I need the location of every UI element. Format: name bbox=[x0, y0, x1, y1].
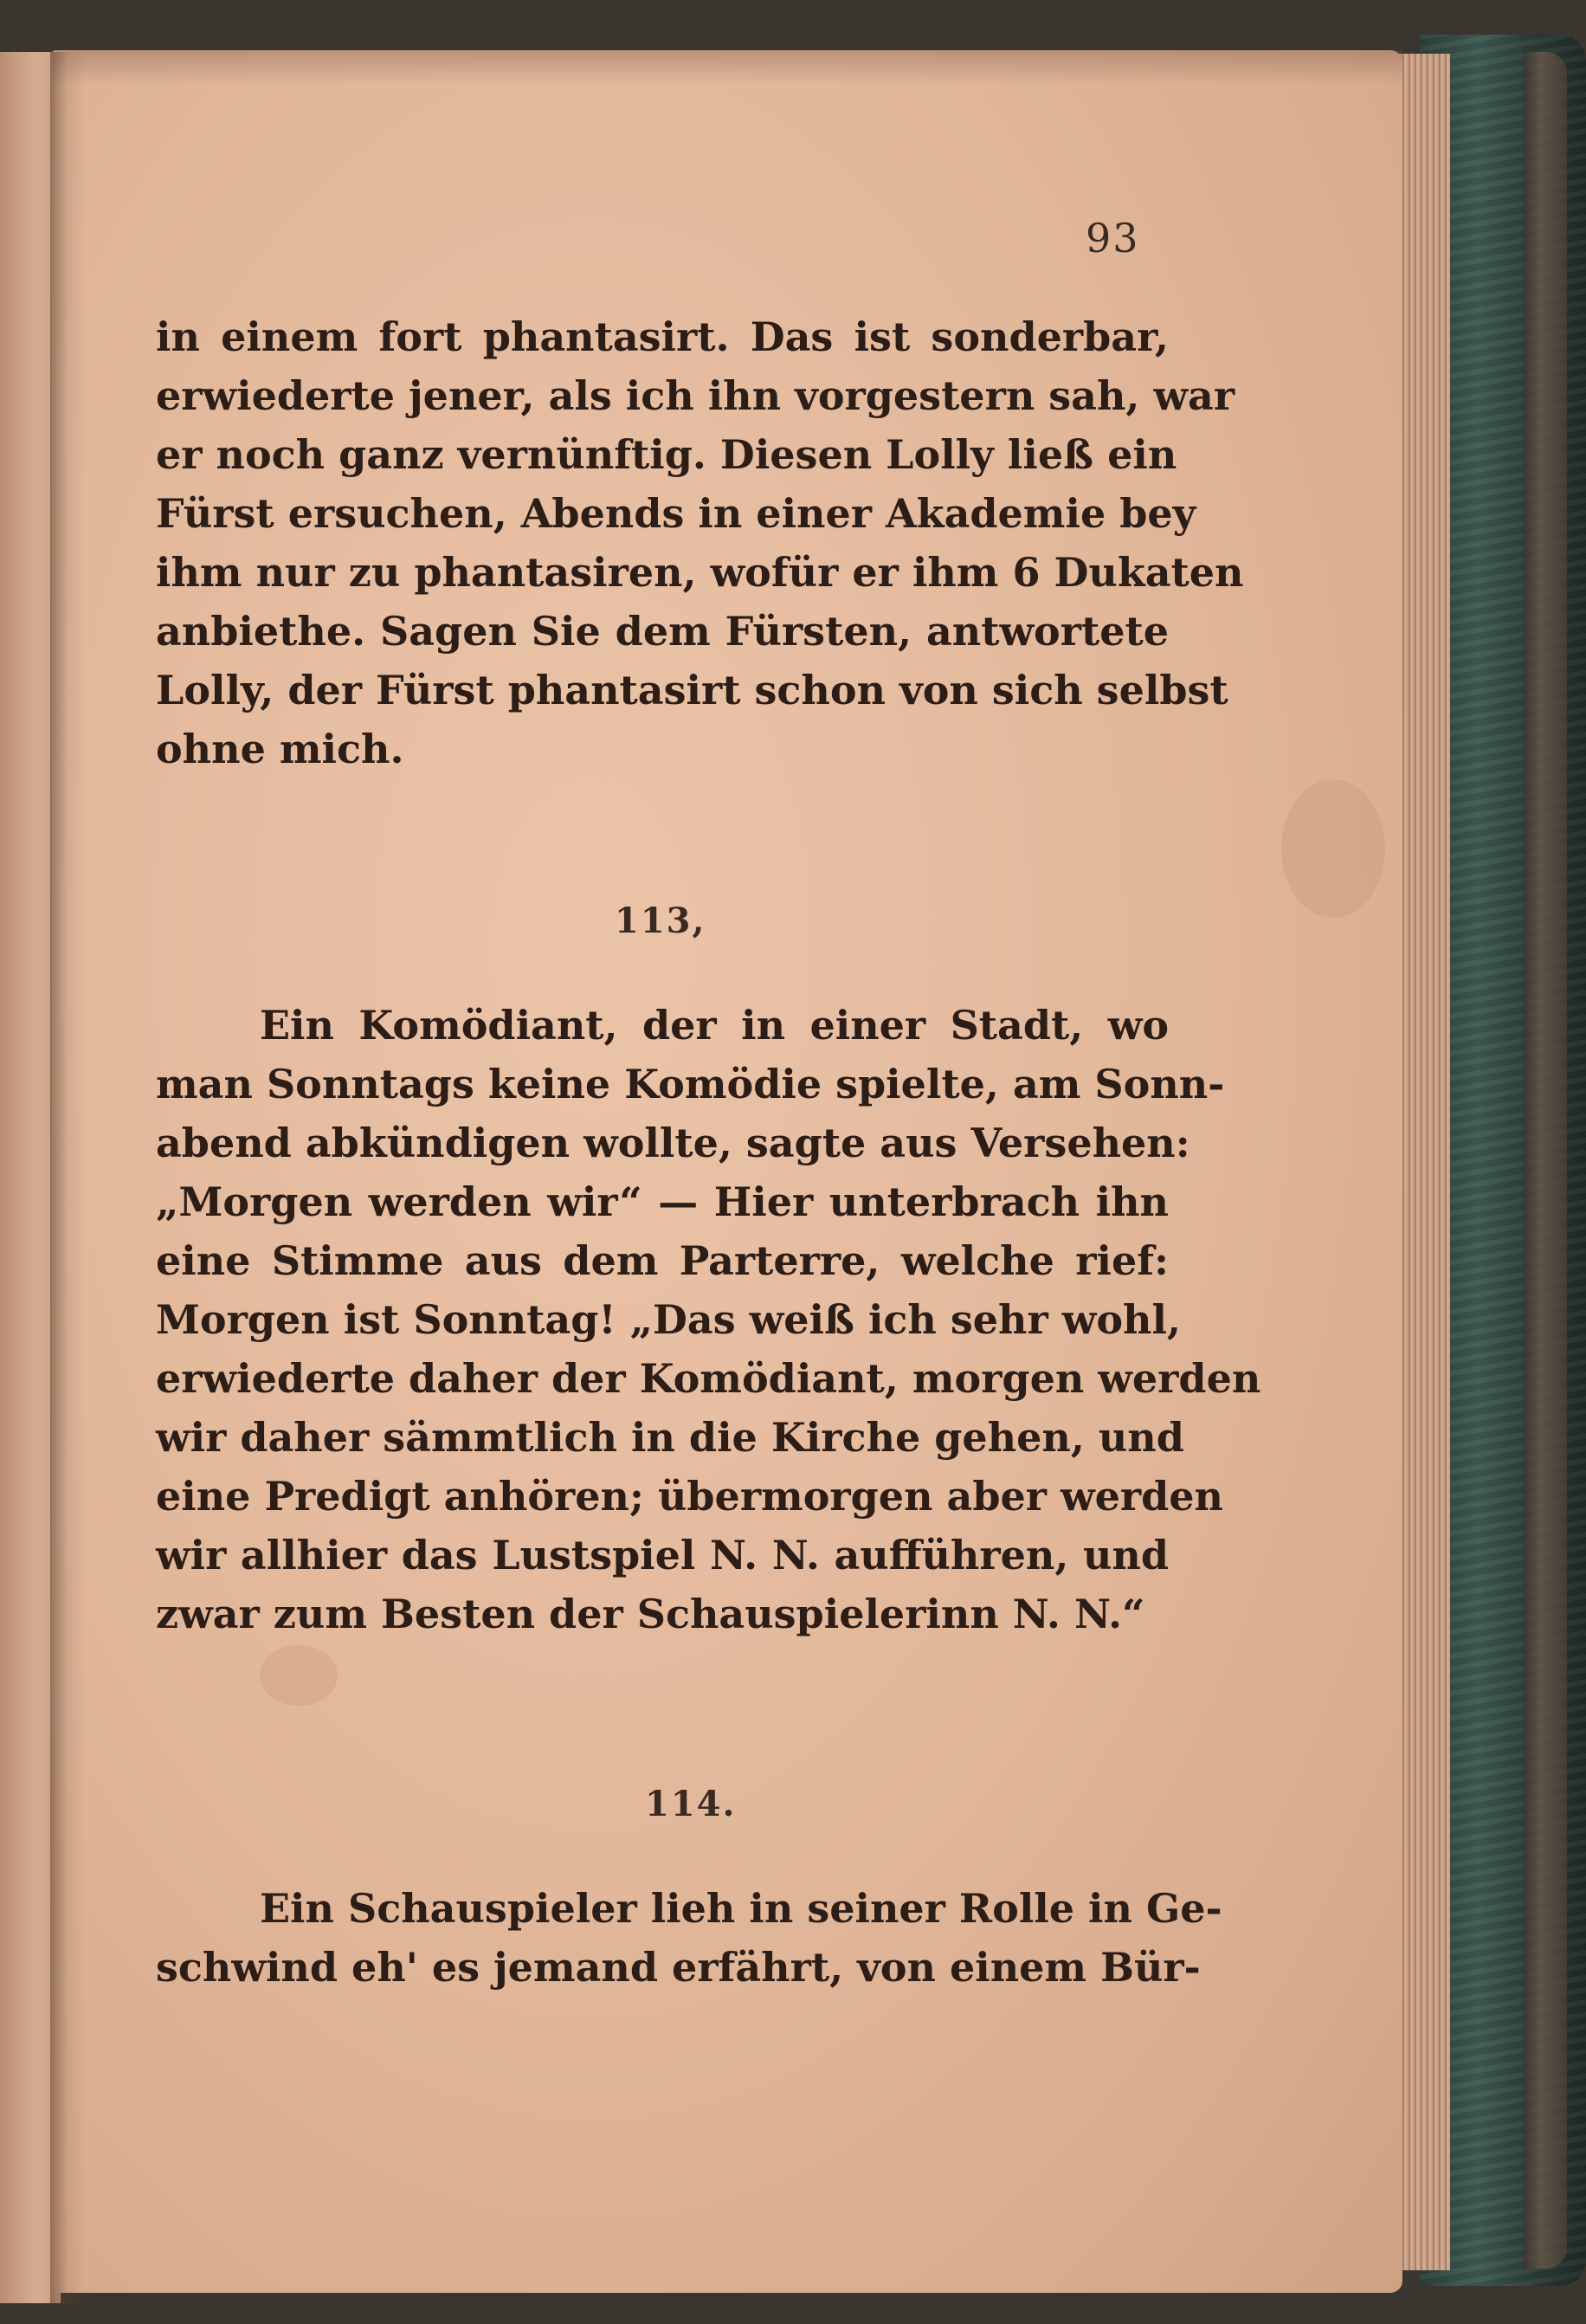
text-line: „Morgen werden wir“ — Hier unterbrach ihn bbox=[156, 1178, 1169, 1225]
text-line: Lolly, der Fürst phantasirt schon von sich selbst bbox=[156, 667, 1228, 713]
anecdote-114 bbox=[156, 1879, 1222, 1997]
text-line: Ein Komödiant, der in einer Stadt, wo bbox=[260, 1002, 1169, 1049]
gutter-shadow bbox=[50, 52, 85, 2303]
text-line: erwiederte daher der Komödiant, morgen werden bbox=[156, 1355, 1261, 1402]
text-line: ihm nur zu phantasiren, wofür er ihm 6 Dukaten bbox=[156, 549, 1244, 596]
anecdote-number: 114. bbox=[645, 1784, 737, 1824]
text-line: in einem fort phantasirt. Das ist sonderbar, bbox=[156, 313, 1169, 360]
text-line: wir daher sämmtlich in die Kirche gehen, und bbox=[156, 1414, 1184, 1461]
text-line: ohne mich. bbox=[156, 726, 404, 772]
anecdote-113 bbox=[156, 996, 1261, 1643]
text-line: Morgen ist Sonntag! „Das weiß ich sehr wohl, bbox=[156, 1296, 1181, 1343]
text-line: erwiederte jener, als ich ihn vorgestern sah, war bbox=[156, 372, 1235, 419]
text-line: er noch ganz vernünftig. Diesen Lolly ließ ein bbox=[156, 431, 1177, 478]
text-line: Fürst ersuchen, Abends in einer Akademie bey bbox=[156, 490, 1196, 537]
text-line: wir allhier das Lustspiel N. N. aufführen, und bbox=[156, 1532, 1169, 1578]
text-line: schwind eh' es jemand erfährt, von einem Bür- bbox=[156, 1944, 1201, 1991]
paper-stain bbox=[1281, 779, 1385, 918]
paragraph-continued bbox=[156, 307, 1244, 778]
text-line: zwar zum Besten der Schauspielerinn N. N.“ bbox=[156, 1591, 1145, 1637]
text-line: Ein Schauspieler lieh in seiner Rolle in Ge- bbox=[260, 1885, 1222, 1932]
text-line: eine Predigt anhören; übermorgen aber werden bbox=[156, 1473, 1223, 1520]
cover-edge bbox=[1524, 52, 1567, 2269]
page-shadow bbox=[52, 50, 1402, 85]
paper-stain bbox=[260, 1645, 338, 1706]
page-number: 93 bbox=[1086, 215, 1140, 261]
text-line: anbiethe. Sagen Sie dem Fürsten, antwortete bbox=[156, 608, 1169, 655]
anecdote-number: 113, bbox=[615, 901, 706, 941]
text-line: eine Stimme aus dem Parterre, welche rief: bbox=[156, 1237, 1169, 1284]
text-line: abend abkündigen wollte, sagte aus Versehen: bbox=[156, 1120, 1190, 1166]
text-line: man Sonntags keine Komödie spielte, am Sonn- bbox=[156, 1061, 1225, 1107]
